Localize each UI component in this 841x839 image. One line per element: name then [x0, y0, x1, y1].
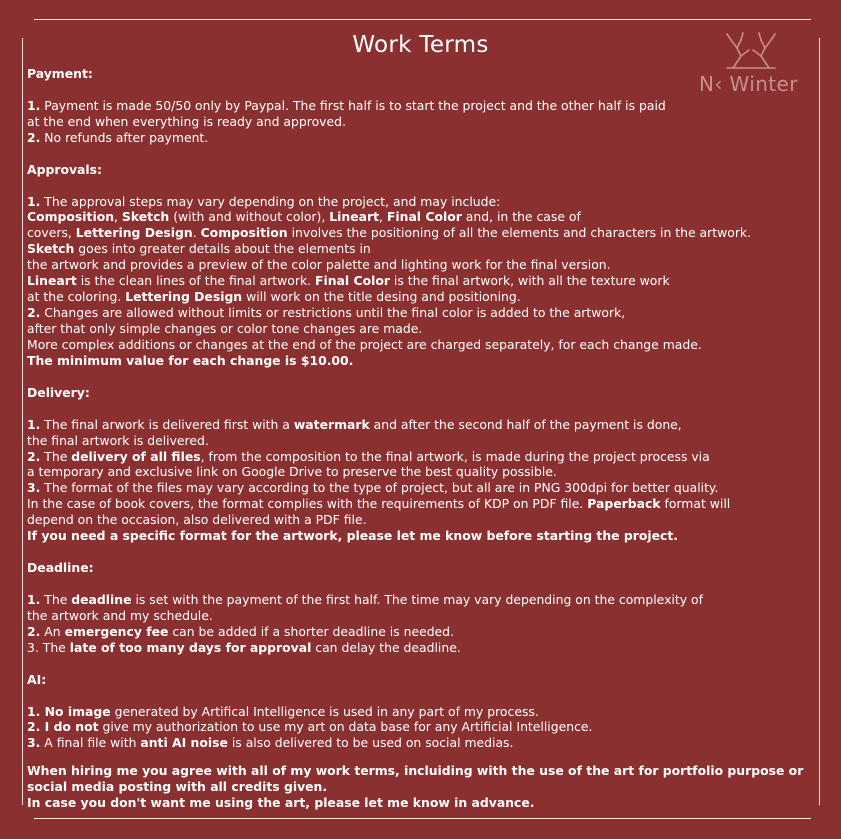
- text-segment: depend on the occasion, also delivered with a PDF file.: [27, 512, 367, 528]
- text-segment: 1.: [27, 97, 41, 113]
- term-line: [27, 704, 817, 720]
- text-segment: When hiring me you agree with all of my work terms, incluiding with the use of the art for portfolio purpose or: [27, 763, 804, 779]
- text-segment: can delay the deadline.: [311, 639, 461, 655]
- text-segment: The minimum value for each change is $10.00.: [27, 352, 354, 368]
- text-segment: social media posting with all credits given.: [27, 779, 328, 795]
- text-segment: 1. No image: [27, 703, 111, 719]
- text-segment: is set with the payment of the first half. The time may vary depending on the complexity of: [131, 591, 703, 607]
- text-segment: 2.: [27, 305, 41, 321]
- term-line: [27, 321, 817, 337]
- text-segment: 3.: [27, 480, 41, 496]
- term-line: [27, 289, 817, 305]
- text-segment: Changes are allowed without limits or restrictions until the final color is added to the artwork,: [40, 305, 626, 321]
- snowflake-branch-icon: [723, 30, 779, 70]
- closing-line: [27, 779, 817, 795]
- term-line: [27, 640, 817, 656]
- term-line: [27, 209, 817, 225]
- text-segment: is the final artwork, with all the texture work: [389, 273, 670, 289]
- page-title: Work Terms: [352, 32, 489, 58]
- top-divider: [34, 19, 811, 20]
- text-segment: goes into greater details about the elements in: [74, 241, 371, 257]
- text-segment: covers,: [27, 225, 76, 241]
- text-segment: can be added if a shorter deadline is needed.: [168, 623, 454, 639]
- text-segment: 2.: [27, 129, 41, 145]
- text-segment: (with and without color),: [169, 209, 330, 225]
- text-segment: 2.: [27, 448, 41, 464]
- text-segment: delivery of all files: [71, 448, 201, 464]
- section-heading-payment: Payment:: [27, 66, 93, 81]
- text-segment: will work on the title desing and positioning.: [242, 289, 521, 305]
- text-segment: Lettering Design: [75, 225, 193, 241]
- text-segment: after that only simple changes or color tone changes are made.: [27, 321, 423, 336]
- term-line: [27, 592, 817, 608]
- text-segment: No refunds after payment.: [40, 129, 209, 145]
- right-border: [819, 38, 820, 805]
- text-segment: is the clean lines of the final artwork.: [76, 273, 316, 289]
- text-segment: The: [40, 448, 72, 464]
- text-segment: give my authorization to use my art on data base for any Artificial Intelligence.: [98, 719, 593, 735]
- term-line: [27, 512, 817, 528]
- term-line: [27, 241, 817, 257]
- term-line: [27, 417, 817, 433]
- text-segment: Sketch: [27, 241, 75, 257]
- text-segment: the final artwork is delivered.: [27, 432, 209, 448]
- text-segment: More complex additions or changes at the end of the project are charged separately, for each change made.: [27, 336, 702, 352]
- text-segment: Final Color: [386, 209, 462, 225]
- term-line: [27, 624, 817, 640]
- section-heading-approvals: Approvals:: [27, 161, 102, 177]
- text-segment: the artwork and my schedule.: [27, 607, 213, 623]
- text-segment: The: [40, 591, 72, 607]
- text-segment: at the end when everything is ready and approved.: [27, 113, 346, 129]
- text-segment: .: [192, 225, 201, 241]
- terms-body: [27, 66, 817, 811]
- text-segment: 1.: [27, 193, 41, 209]
- text-segment: 2. I do not: [27, 719, 99, 735]
- text-segment: late of too many days for approval: [69, 639, 312, 655]
- text-segment: A final file with: [40, 735, 141, 751]
- text-segment: 3.: [27, 735, 41, 751]
- section-heading-deadline: Deadline:: [27, 560, 94, 576]
- text-segment: If you need a specific format for the artwork, please let me know before starting the project.: [27, 528, 678, 544]
- text-segment: The approval steps may vary depending on the project, and may include:: [40, 193, 501, 209]
- text-segment: In case you don't want me using the art, please let me know in advance.: [27, 795, 535, 811]
- text-segment: Lineart: [27, 273, 77, 289]
- text-segment: In the case of book covers, the format complies with the requirements of KDP on PDF file.: [27, 496, 588, 512]
- text-segment: ,: [379, 209, 387, 225]
- term-line: [27, 305, 817, 321]
- term-line: [27, 528, 817, 544]
- text-segment: Lettering Design: [125, 289, 243, 305]
- term-line: [27, 735, 817, 751]
- term-line: [27, 719, 817, 735]
- term-line: [27, 337, 817, 353]
- text-segment: and after the second half of the payment is done,: [369, 416, 682, 432]
- term-line: [27, 114, 817, 130]
- term-line: [27, 353, 817, 369]
- term-line: [27, 225, 817, 241]
- text-segment: watermark: [293, 416, 370, 432]
- text-segment: Final Color: [315, 273, 390, 289]
- text-segment: An: [40, 623, 65, 639]
- text-segment: Paperback: [587, 496, 661, 512]
- term-line: [27, 433, 817, 449]
- text-segment: format will: [660, 496, 731, 512]
- term-line: [27, 98, 817, 114]
- text-segment: the artwork and provides a preview of the color palette and lighting work for the final version.: [27, 257, 611, 273]
- text-segment: emergency fee: [64, 623, 169, 639]
- section-heading-ai: AI:: [27, 671, 47, 687]
- term-line: [27, 480, 817, 496]
- text-segment: a temporary and exclusive link on Google Drive to preserve the best quality possible.: [27, 464, 557, 480]
- text-segment: Sketch: [121, 209, 170, 225]
- text-segment: is also delivered to be used on social medias.: [227, 735, 514, 751]
- term-line: [27, 273, 817, 289]
- term-line: [27, 496, 817, 512]
- left-border: [22, 38, 23, 805]
- text-segment: Lineart: [329, 209, 380, 225]
- text-segment: 1.: [27, 591, 41, 607]
- text-segment: at the coloring.: [27, 289, 126, 305]
- text-segment: The format of the files may vary according to the type of project, but all are in PNG 300dpi for better quality.: [40, 480, 719, 496]
- term-line: [27, 257, 817, 273]
- text-segment: and, in the case of: [461, 209, 581, 225]
- text-segment: ,: [114, 209, 122, 225]
- text-segment: Composition: [27, 209, 115, 225]
- text-segment: , from the composition to the final artwork, is made during the project process via: [200, 448, 710, 464]
- logo-text: N‹ Winter: [699, 72, 798, 96]
- term-line: [27, 130, 817, 146]
- text-segment: involves the positioning of all the elements and characters in the artwork.: [287, 225, 752, 241]
- term-line: [27, 449, 817, 465]
- text-segment: Payment is made 50/50 only by Paypal. The first half is to start the project and the other half is paid: [40, 97, 666, 113]
- text-segment: 3. The: [27, 639, 70, 655]
- text-segment: 1.: [27, 416, 41, 432]
- term-line: [27, 608, 817, 624]
- text-segment: generated by Artifical Intelligence is used in any part of my process.: [110, 703, 539, 719]
- text-segment: anti AI noise: [140, 735, 228, 751]
- section-heading-delivery: Delivery:: [27, 384, 90, 400]
- closing-line: [27, 763, 817, 779]
- text-segment: deadline: [71, 591, 132, 607]
- term-line: [27, 464, 817, 480]
- term-line: [27, 194, 817, 210]
- text-segment: The final arwork is delivered first with a: [40, 416, 294, 432]
- text-segment: Composition: [200, 225, 288, 241]
- closing-line: [27, 795, 817, 811]
- text-segment: 2.: [27, 623, 41, 639]
- bottom-divider: [34, 818, 811, 819]
